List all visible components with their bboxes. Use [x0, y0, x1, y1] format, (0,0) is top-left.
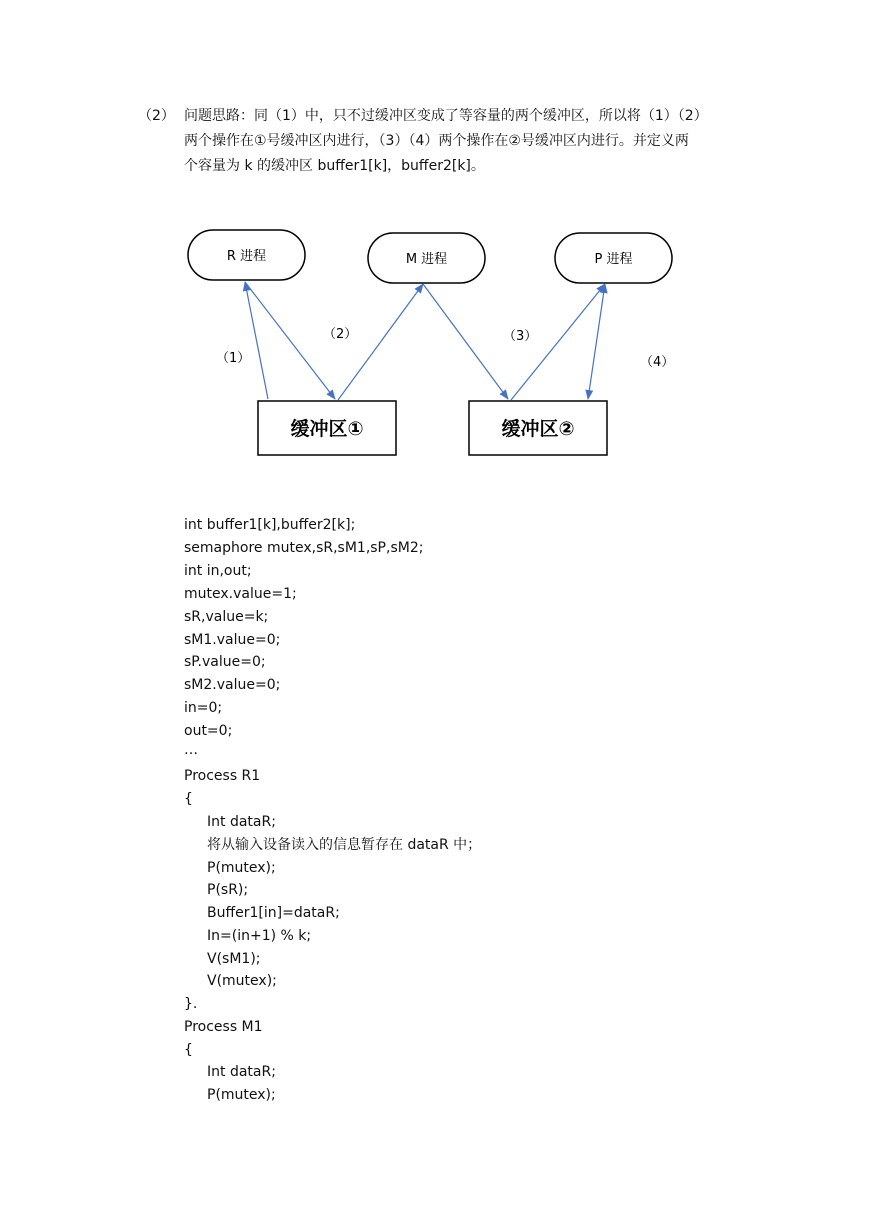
- code-line: Int dataR;: [207, 1064, 276, 1080]
- edge-label-4: （4）: [640, 355, 675, 370]
- buffer-box-2: [469, 401, 607, 455]
- code-line: sM2.value=0;: [184, 677, 281, 693]
- code-line: sR,value=k;: [184, 609, 269, 625]
- process-label-r: R 进程: [226, 249, 267, 264]
- code-line: V(sM1);: [207, 951, 261, 967]
- process-buffer-diagram: [0, 0, 869, 480]
- arrow-2b: [338, 284, 423, 400]
- code-line: out=0;: [184, 723, 233, 739]
- process-node-r: [188, 230, 305, 280]
- question-line: 问题思路：同（1）中，只不过缓冲区变成了等容量的两个缓冲区，所以将（1）（2）: [184, 108, 708, 124]
- code-line: Buffer1[in]=dataR;: [207, 905, 340, 921]
- edge-label-3: （3）: [503, 329, 538, 344]
- code-line: 将从输入设备读入的信息暂存在 dataR 中；: [207, 837, 482, 853]
- code-line: P(sR);: [207, 882, 249, 898]
- question-line: 个容量为 k 的缓冲区 buffer1[k]，buffer2[k]。: [184, 158, 485, 174]
- code-line: int buffer1[k],buffer2[k];: [184, 517, 356, 533]
- process-node-m: [368, 233, 485, 283]
- process-node-p: [555, 233, 672, 283]
- process-label-m: M 进程: [405, 252, 448, 267]
- buffer-box-1: [258, 401, 396, 455]
- code-line: P(mutex);: [207, 860, 276, 876]
- buffer-label-2: 缓冲区②: [501, 418, 575, 440]
- code-line: Int dataR;: [207, 814, 276, 830]
- code-line: P(mutex);: [207, 1087, 276, 1103]
- code-line: int in,out;: [184, 563, 252, 579]
- code-line: }.: [184, 996, 198, 1012]
- arrow-1: [245, 282, 268, 399]
- code-line: Process R1: [184, 768, 261, 784]
- edge-label-1: （1）: [216, 351, 251, 366]
- buffer-label-1: 缓冲区①: [290, 418, 364, 440]
- code-line: {: [184, 1042, 193, 1058]
- edge-label-2: （2）: [323, 327, 358, 342]
- code-line: mutex.value=1;: [184, 586, 297, 602]
- arrow-3a: [423, 284, 508, 399]
- arrow-2a: [245, 282, 335, 399]
- code-line: V(mutex);: [207, 973, 277, 989]
- code-line: semaphore mutex,sR,sM1,sP,sM2;: [184, 540, 424, 556]
- code-line: sM1.value=0;: [184, 632, 281, 648]
- question-number: （2）: [138, 108, 175, 124]
- code-line: in=0;: [184, 700, 223, 716]
- code-line: In=(in+1) % k;: [207, 928, 312, 944]
- code-line: {: [184, 791, 193, 807]
- code-line: …: [184, 742, 198, 758]
- process-label-p: P 进程: [594, 252, 633, 267]
- code-line: Process M1: [184, 1019, 263, 1035]
- code-line: sP.value=0;: [184, 654, 266, 670]
- question-line: 两个操作在①号缓冲区内进行，（3）（4）两个操作在②号缓冲区内进行。并定义两: [184, 133, 689, 149]
